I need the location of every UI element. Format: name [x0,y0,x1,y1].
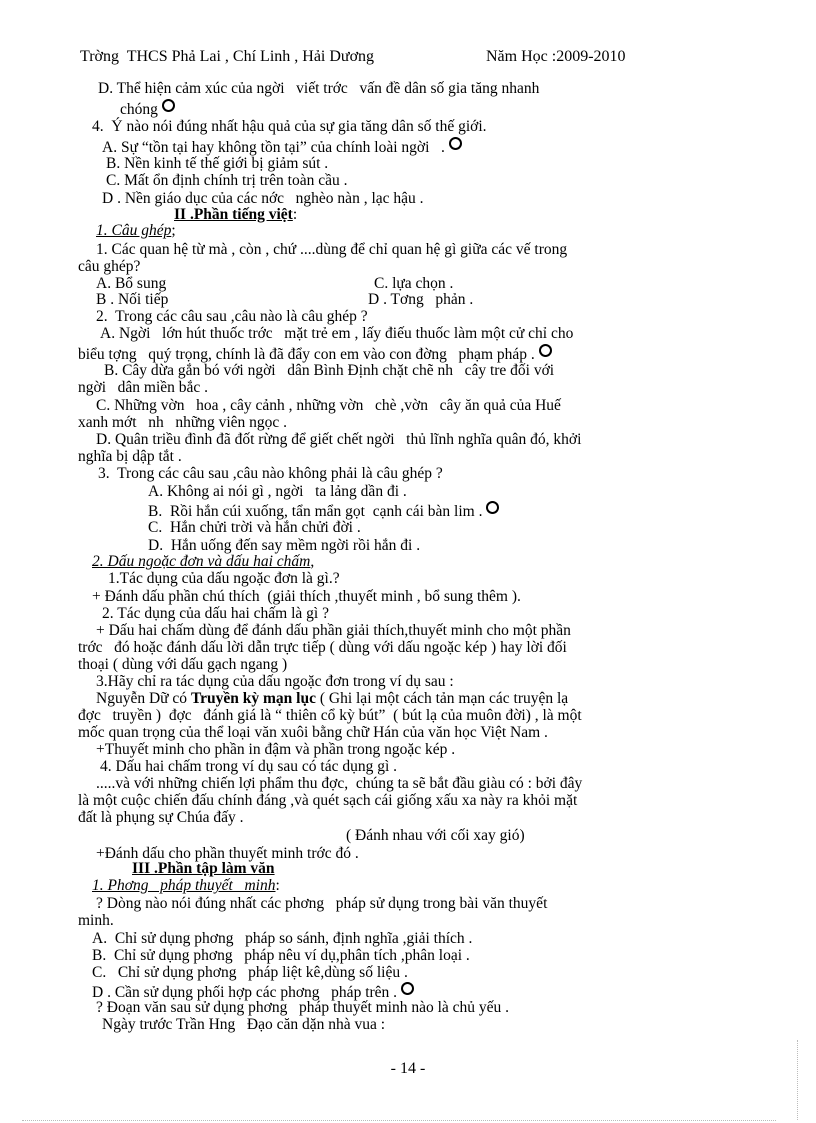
header-school: Trờng THCS Phả Lai , Chí Linh , Hải Dương [80,48,375,65]
text-line: D . Nền giáo dục của các nớc nghèo nàn , lạc hậu . [102,190,424,207]
text-line: Nguyễn Dữ có Truyền kỳ mạn lục ( Ghi lại một cách tản mạn các truyện lạ [96,690,569,707]
subsection-heading: 1. Phơng pháp thuyết minh: [92,877,280,894]
text-line: + Đánh dấu phần chú thích (giải thích ,thuyết minh , bổ sung thêm ). [92,588,521,605]
option-c: C. lựa chọn . [374,275,454,292]
option-a: A. Bổ sung [96,275,167,292]
text-line: xanh mớt nh những viên ngọc . [78,414,288,431]
text-line: D . Cần sử dụng phối hợp các phơng pháp trên . [92,982,414,1001]
text-line: C. Hắn chửi trời và hắn chửi đời . [148,519,361,536]
text-line: là một cuộc chiến đấu chính đáng ,và quét sạch cái giống xấu xa này ra khỏi mặt [78,792,578,809]
page-border-bottom [22,1120,776,1121]
text-line: ngời dân miền bắc . [78,379,209,396]
text-line: A. Ngời lớn hút thuốc trớc mặt trẻ em , lấy điếu thuốc làm một cử chỉ cho [100,325,574,342]
text-line: B. Nền kinh tế thế giới bị giảm sút . [106,155,329,172]
text-line: 2. Tác dụng của dấu hai chấm là gì ? [102,605,329,622]
text-line: câu ghép? [78,258,141,275]
text-line: mốc quan trọng của thể loại văn xuôi bằng chữ Hán của văn học Việt Nam . [78,724,548,741]
text-line: A. Sự “tồn tại hay không tồn tại” của chính loài ngời . [102,137,462,156]
text-line: ? Đoạn văn sau sử dụng phơng pháp thuyết minh nào là chủ yếu . [96,999,510,1016]
text-line: D. Thể hiện cảm xúc của ngời viết trớc vấn đề dân số gia tăng nhanh [98,80,540,97]
answer-mark-icon [539,344,552,357]
text-line: 4. Dấu hai chấm trong ví dụ sau có tác dụng gì . [100,758,398,775]
text-line: thoại ( dùng với dấu gạch ngang ) [78,656,288,673]
text-line: 3. Trong các câu sau ,câu nào không phải là câu ghép ? [98,465,443,482]
text-line: nghĩa bị dập tắt . [78,448,182,465]
section-heading: III .Phần tập làm văn [132,860,275,877]
page-border-right [797,1040,798,1120]
text-line: D. Hắn uống đến say mềm ngời rồi hắn đi . [148,537,421,554]
text-line: 1. Các quan hệ từ mà , còn , chứ ....dùng để chỉ quan hệ gì giữa các vế trong [96,241,568,258]
text-line: C. Những vờn hoa , cây cảnh , những vờn chè ,vờn cây ăn quả của Huế [96,397,561,414]
subsection-heading: 2. Dấu ngoặc đơn và dấu hai chấm, [92,553,315,570]
answer-mark-icon [486,501,499,514]
text-line: D. Quân triều đình đã đốt rừng để giết chết ngời thủ lĩnh nghĩa quân đó, khởi [96,431,582,448]
option-b: B . Nối tiếp [96,291,169,308]
header-year: Năm Học :2009-2010 [486,48,626,65]
text-line: 3.Hãy chỉ ra tác dụng của dấu ngoặc đơn trong ví dụ sau : [96,673,454,690]
text-line: B. Cây dừa gắn bó với ngời dân Bình Định chặt chẽ nh cây tre đối với [104,362,555,379]
text-line: 2. Trong các câu sau ,câu nào là câu ghép ? [96,308,368,325]
text-line: 1.Tác dụng của dấu ngoặc đơn là gì.? [108,570,340,587]
text-line: trớc đó hoặc đánh dấu lời dẫn trực tiếp ( dùng với dấu ngoặc kép ) hay lời đối [78,639,567,656]
text-line: chóng [120,99,175,118]
text-line: biểu tợng quý trọng, chính là đã đẩy con em vào con đờng phạm pháp . [78,344,552,363]
text-line: đợc truyền ) đợc đánh giá là “ thiên cổ kỳ bút” ( bút lạ của muôn đời) , là một [78,707,582,724]
text-line: C. Mất ổn định chính trị trên toàn cầu . [106,172,348,189]
text-line: .....và với những chiến lợi phẩm thu đợc, chúng ta sẽ bắt đầu giàu có : bởi đây [96,775,583,792]
bold-title: Truyền kỳ mạn lục [190,690,316,707]
text-line: B. Rồi hắn cúi xuống, tẩn mẩn gọt cạnh cái bàn lim . [148,501,499,520]
text-line: + Dấu hai chấm dùng để đánh dấu phần giải thích,thuyết minh cho một phần [96,622,571,639]
text-line: Ngày trước Trần Hng Đạo căn dặn nhà vua : [102,1016,386,1033]
text-line: B. Chỉ sử dụng phơng pháp nêu ví dụ,phân tích ,phân loại . [92,947,470,964]
text-line: 4. Ý nào nói đúng nhất hậu quả của sự gia tăng dân số thế giới. [92,118,487,135]
text-line: A. Chỉ sử dụng phơng pháp so sánh, định nghĩa ,giải thích . [92,930,473,947]
citation: ( Đánh nhau với cối xay gió) [346,827,525,844]
text-line: +Thuyết minh cho phần in đậm và phần trong ngoặc kép . [96,741,456,758]
answer-mark-icon [401,982,414,995]
text-line: +Đánh dấu cho phần thuyết minh trớc đó . [96,845,359,862]
page-number: - 14 - [390,1060,426,1077]
text-line: C. Chỉ sử dụng phơng pháp liệt kê,dùng số liệu . [92,964,408,981]
text-line: minh. [78,912,114,929]
answer-mark-icon [449,137,462,150]
answer-mark-icon [162,99,175,112]
section-heading: II .Phần tiếng việt: [174,206,298,223]
text-line: A. Không ai nói gì , ngời ta lảng dần đi . [148,483,407,500]
text-line: đất là phụng sự Chúa đấy . [78,809,244,826]
text-line: ? Dòng nào nói đúng nhất các phơng pháp sử dụng trong bài văn thuyết [96,895,548,912]
subsection-heading: 1. Câu ghép; [96,222,176,239]
option-d: D . Tơng phản . [368,291,474,308]
